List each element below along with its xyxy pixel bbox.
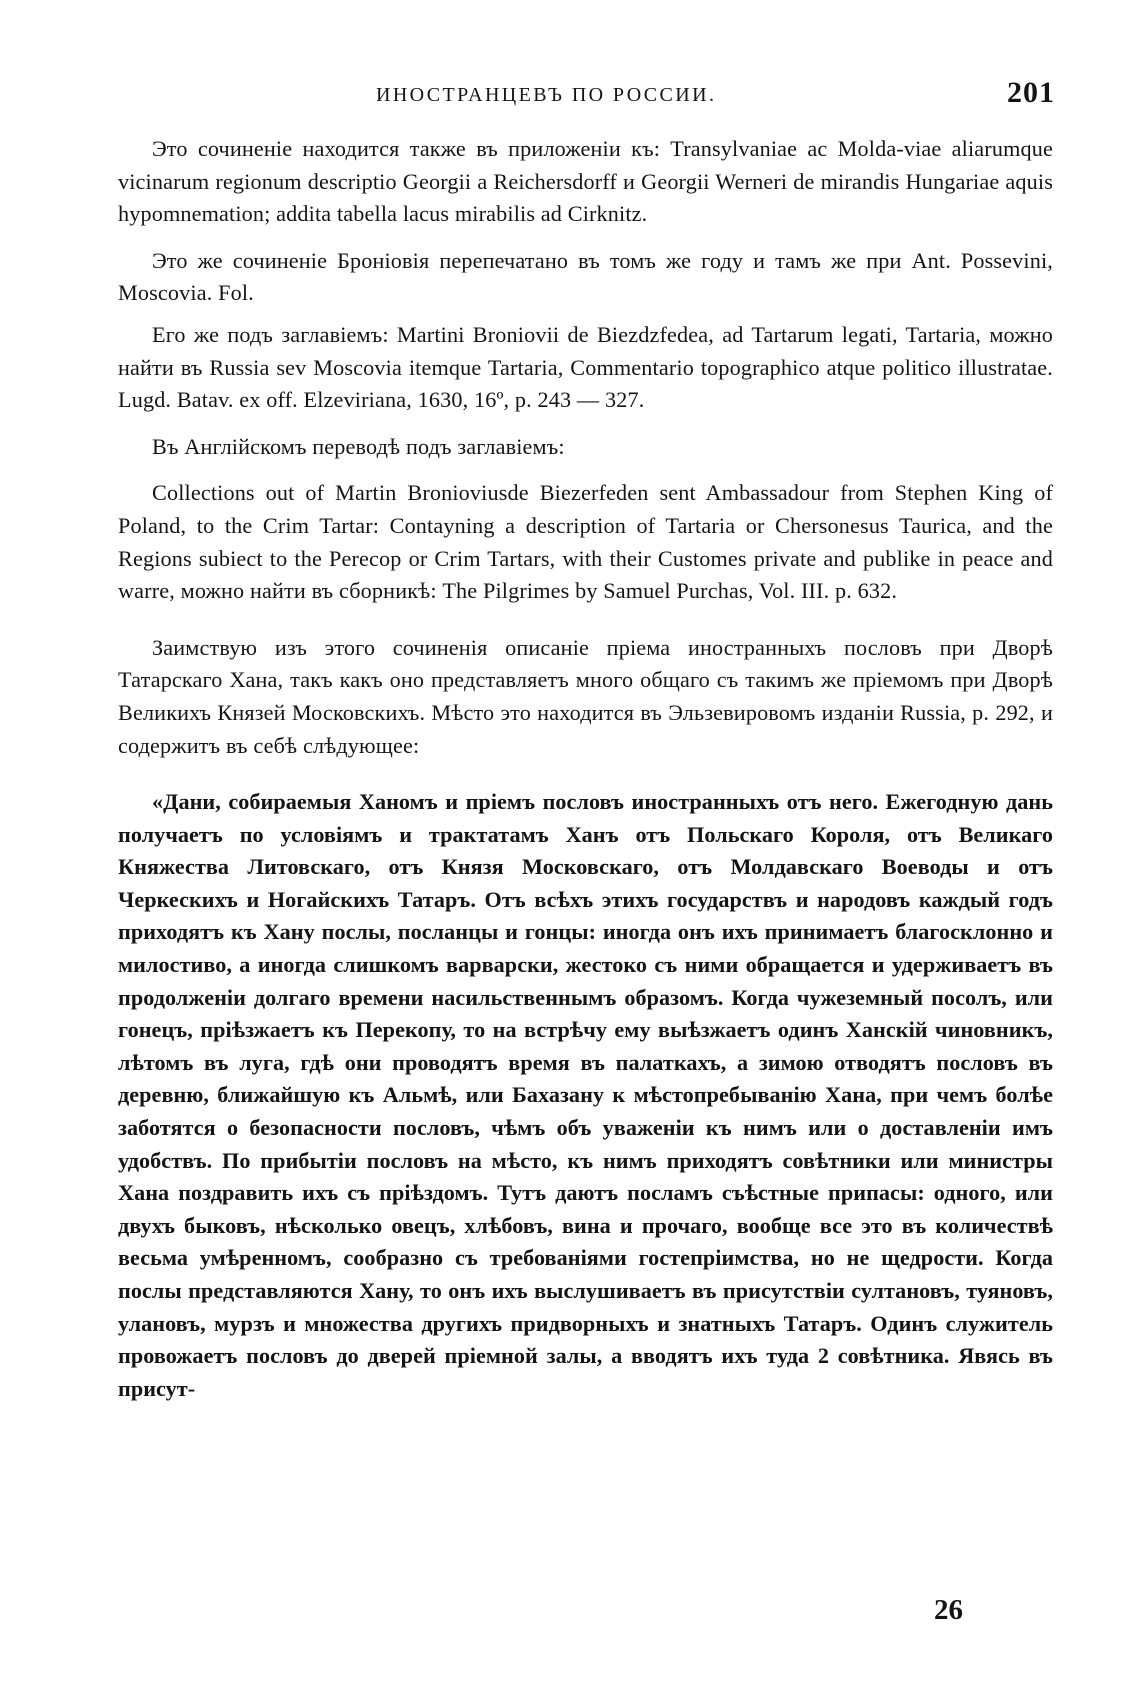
paragraph-possevini-note: Это же сочиненіе Броніовія перепечатано въ томъ же году и тамъ же при Ant. Possevini, Moscovia. Fol. (118, 247, 1053, 306)
page-number: 201 (1007, 76, 1055, 109)
running-title: ИНОСТРАНЦЕВЪ ПО РОССИИ. (376, 84, 717, 106)
paragraph-transylvaniae-note: Это сочиненіе находится также въ приложеніи къ: Transylvaniae ac Molda-viae aliarumque vicinarum regionum descriptio Georgii a Reichersdorff и Georgii Werneri de mirandis Hungariae aquis hypomnematiоn; addita tabella lacus mirabilis ad Cirknitz. (118, 136, 1053, 227)
paragraph-purchas-note: Collections out of Martin Bronioviusde Biezerfeden sent Ambassadour from Stephen King of Poland, to the Crim Tartar: Contayning a description of Tartaria or Chersonesus Taurica, and the Regions subiect to the Perecop or Crim Tartars, with their Customes private and publike in peace and warre, можно найти въ сборникѣ: The Pilgrimes by Samuel Purchas, Vol. III. p. 632. (118, 480, 1053, 604)
running-head (118, 76, 1055, 112)
paragraph-quoted-reception-description: «Дани, собираемыя Ханомъ и пріемъ пословъ иностранныхъ отъ него. Ежегодную дань получаетъ по условіямъ и трактатамъ Ханъ отъ Польскаго Короля, отъ Великаго Княжества Литовскаго, отъ Князя Московскаго, отъ Молдавскаго Воеводы и отъ Черкескихъ и Ногайскихъ Татаръ. Отъ всѣхъ этихъ государствъ и народовъ каждый годъ приходятъ къ Хану послы, посланцы и гонцы: иногда онъ ихъ принимаетъ благосклонно и милостиво, а иногда слишкомъ варварски, жестоко съ ними обращается и удерживаетъ въ продолженіи долгаго времени насильственнымъ образомъ. Когда чужеземный посолъ, или гонецъ, пріѣзжаетъ къ Перекопу, то на встрѣчу ему выѣзжаетъ одинъ Ханскій чиновникъ, лѣтомъ въ луга, гдѣ они проводятъ время въ палаткахъ, а зимою отводятъ пословъ въ деревню, ближайшую къ Альмѣ, или Бахазану к мѣстопребыванію Хана, при чемъ болѣе заботятся о безопасности пословъ, чѣмъ объ уваженіи къ нимъ или о доставленіи имъ удобствъ. По прибытіи пословъ на мѣсто, къ нимъ приходятъ совѣтники или министры Хана поздравить ихъ съ пріѣздомъ. Тутъ даютъ посламъ съѣстные припасы: одного, или двухъ быковъ, нѣсколько овецъ, хлѣбовъ, вина и прочаго, вообще все это въ количествѣ весьма умѣренномъ, сообразно съ требованіями гостепріимства, но не щедрости. Когда послы представляются Хану, то онъ ихъ выслушиваетъ въ присутствіи султановъ, туяновъ, улановъ, мурзъ и множества другихъ придворныхъ и знатныхъ Татаръ. Одинъ служитель провожаетъ пословъ до дверей пріемной залы, а вводятъ ихъ туда 2 совѣтника. Явясь въ присут- (118, 789, 1053, 1401)
body-text (118, 133, 1053, 1405)
printer-signature-mark: 26 (934, 1594, 963, 1626)
paragraph-reception-introduction: Заимствую изъ этого сочиненія описаніе пріема иностранныхъ пословъ при Дворѣ Татарскаго Хана, такъ какъ оно представляетъ много общаго съ такимъ же пріемомъ при Дворѣ Великихъ Князей Московскихъ. Мѣсто это находится въ Эльзевировомъ изданіи Russia, p. 292, и содержитъ въ себѣ слѣдующее: (118, 634, 1053, 758)
paragraph-english-translation-heading: Въ Англійскомъ переводѣ подъ заглавіемъ: (152, 433, 565, 459)
paragraph-elzevir-edition-note: Его же подъ заглавіемъ: Martini Broniovii de Biezdzfedea, ad Tartarum legati, Tartaria, можно найти въ Russia sev Moscovia itemque Tartaria, Commentario topographico atque politico illustratae. Lugd. Batav. ex off. Elzeviriana, 1630, 16º, p. 243 — 327. (118, 321, 1053, 413)
